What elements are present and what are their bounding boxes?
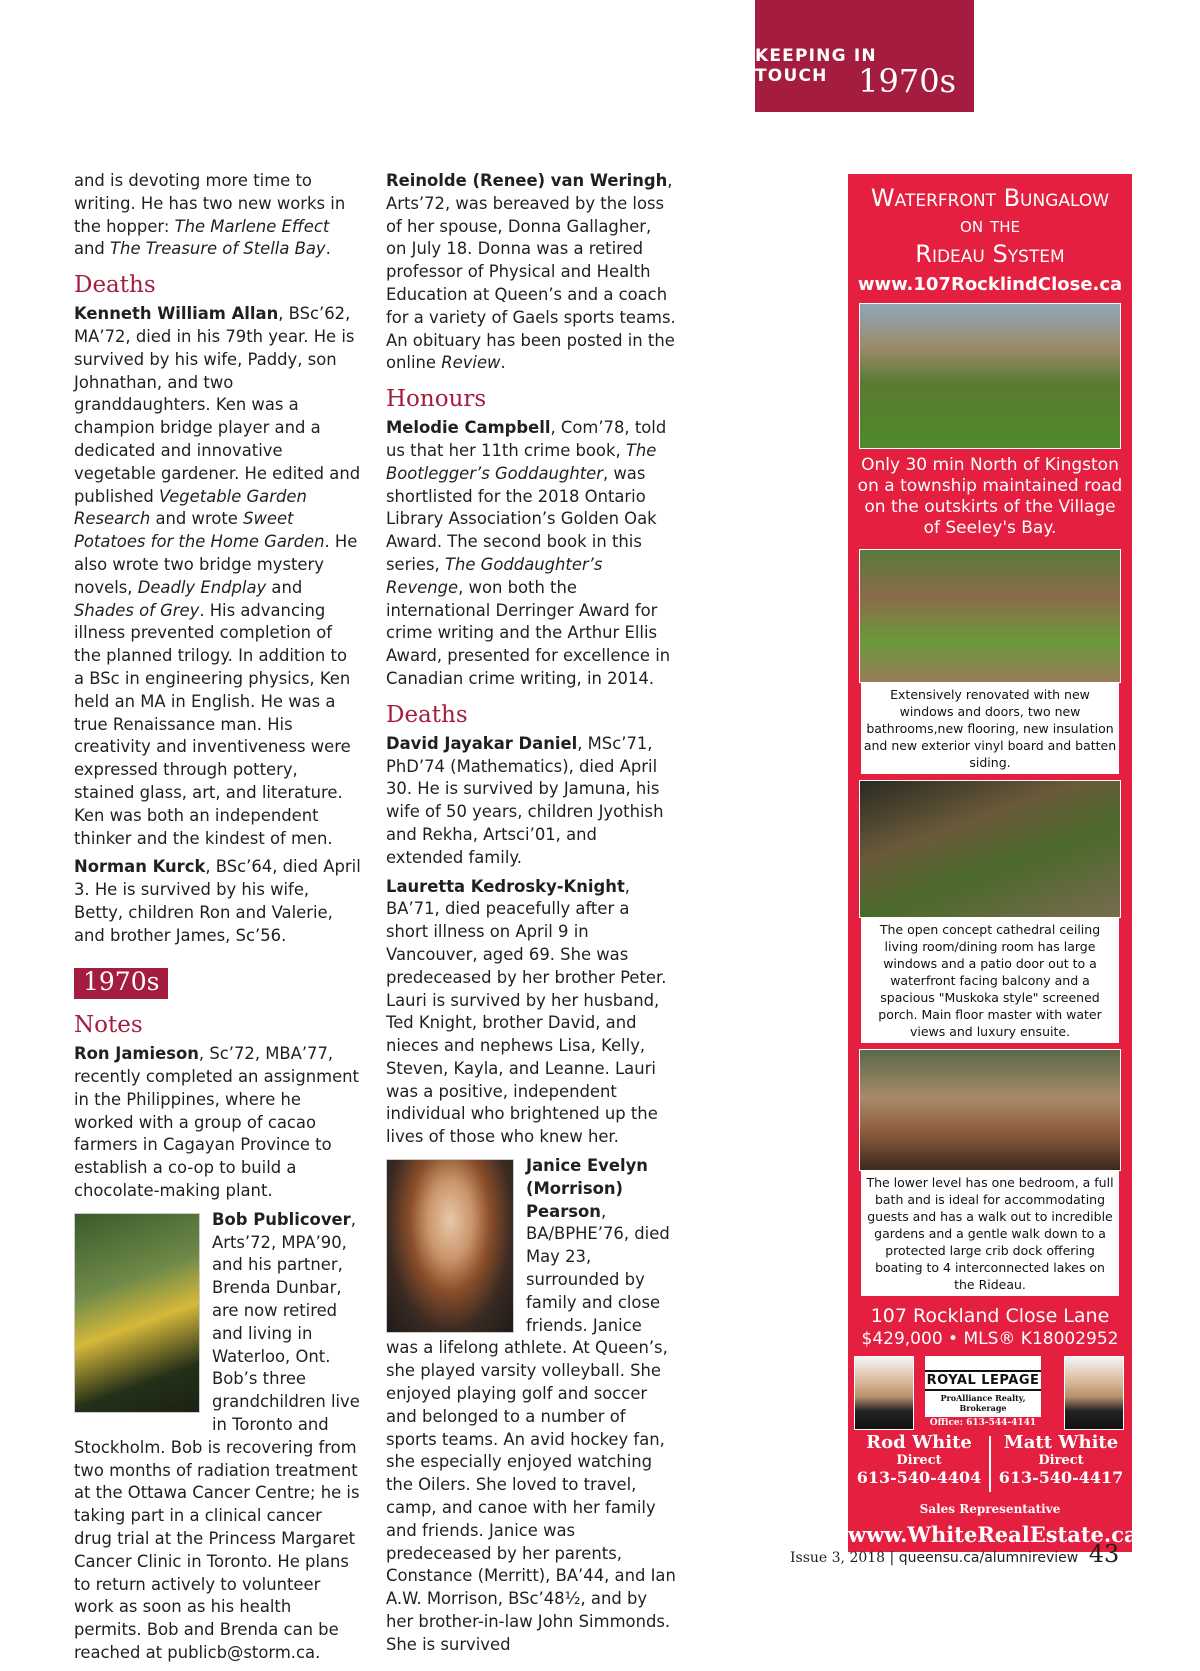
garden-photo <box>859 549 1121 683</box>
decade-badge: 1970s <box>74 968 168 1000</box>
section-header-tab <box>755 0 974 112</box>
house-exterior-photo <box>859 303 1121 449</box>
deaths-heading-2: Deaths <box>386 701 468 728</box>
note-weringh: Reinolde (Renee) van Weringh, Arts’72, was bereaved by the loss of her spouse, Donna Gallagher, on July 18. Donna was a retired professor of Physical and Health Education at Queen’s and a coach for a variety of Gaels sports teams. An obituary has been posted in the online Review. <box>386 171 676 373</box>
living-room-photo <box>859 1049 1121 1171</box>
bob-publicover-photo <box>74 1213 200 1413</box>
agent-matt-photo <box>1064 1356 1124 1430</box>
agents-row <box>848 1356 1132 1432</box>
footer-issue: Issue 3, 2018 <box>790 1550 886 1566</box>
agent-divider <box>989 1436 991 1492</box>
sales-rep-label: Sales Representative <box>919 1502 1061 1516</box>
page-number: 43 <box>1088 1540 1120 1568</box>
ad-address: 107 Rockland Close Lane <box>870 1305 1110 1327</box>
agent-contacts <box>848 1432 1132 1498</box>
real-estate-ad <box>848 174 1138 1552</box>
ad-lead-text: Only 30 min North of Kingston on a township maintained road on the outskirts of the Village of Seeley's Bay. <box>857 455 1123 538</box>
footer-separator: | <box>889 1550 899 1566</box>
deaths-heading: Deaths <box>74 272 156 299</box>
notes-heading: Notes <box>74 1012 143 1039</box>
ad-caption-2: The open concept cathedral ceiling living room/dining room has large windows and a patio door out to a waterfront facing balcony and a spacious "Muskoka style" screened porch. Main floor master with water views and luxury ensuite. <box>861 918 1119 1043</box>
section-decade: 1970s <box>858 62 956 100</box>
ad-caption-1: Extensively renovated with new windows and doors, two new bathrooms,new flooring, new insulation and new exterior vinyl board and batten siding. <box>861 683 1119 774</box>
section-kicker: KEEPING IN TOUCH <box>755 46 877 86</box>
obituary-allan: Kenneth William Allan, BSc’62, MA’72, died in his 79th year. He is survived by his wife, Paddy, son Johnathan, and two granddaughters. Ken was a champion bridge player and a dedicated and innovative vegetable gardener. He edited and published Vegetable Garden Research and wrote Sweet Potatoes for the Home Garden. He also wrote two bridge mystery novels, Deadly Endplay and Shades of Grey. His advancing illness prevented completion of the planned trilogy. In addition to a BSc in engineering physics, Ken held an MA in English. He was a true Renaissance man. His creativity and inventiveness were expressed through pottery, stained glass, art, and literature. Ken was both an independent thinker and the kindest of men. <box>74 304 361 848</box>
ad-url-link[interactable]: www.107RocklindClose.ca <box>857 274 1123 295</box>
note-jamieson: Ron Jamieson, Sc’72, MBA’77, recently completed an assignment in the Philippines, where he worked with a group of cacao farmers in Cagayan Province to establish a co-op to build a chocolate-making plant. <box>74 1044 359 1201</box>
obituary-daniel: David Jayakar Daniel, MSc’71, PhD’74 (Mathematics), died April 30. He is survived by Jamuna, his wife of 50 years, children Jyothish and Rekha, Artsci’01, and extended family. <box>386 733 664 867</box>
honour-campbell: Melodie Campbell, Com’78, told us that her 11th crime book, The Bootlegger’s Goddaughter, was shortlisted for the 2018 Ontario Library Association’s Golden Oak Award. The second book in this series, The Goddaughter’s Revenge, won both the international Derringer Award for crime writing and the Arthur Ellis Award, presented for excellence in Canadian crime writing, in 2014. <box>386 418 671 688</box>
agent-rod-photo <box>854 1356 914 1430</box>
obituary-knight: Lauretta Kedrosky-Knight, BA’71, died peacefully after a short illness on April 9 in Vancouver, aged 69. She was predeceased by her brother Peter. Lauri is survived by her husband, Ted Knight, brother David, and nieces and nephews Lisa, Kelly, Steven, Kayla, and Leanne. Lauri was a positive, independent individual who brightened up the lives of those who knew her. <box>386 876 667 1147</box>
footer-site-link[interactable]: queensu.ca/alumnireview <box>898 1550 1079 1566</box>
intro-paragraph: and is devoting more time to writing. He has two new works in the hopper: The Marlene Effect and The Treasure of Stella Bay. <box>74 171 346 259</box>
agent-rod-contact: Rod White Direct 613-540-4404 <box>856 1432 982 1487</box>
agent-matt-contact: Matt White Direct 613-540-4417 <box>998 1432 1124 1487</box>
column-1 <box>74 170 362 1671</box>
obituary-kurck: Norman Kurck, BSc’64, died April 3. He is survived by his wife, Betty, children Ron and Valerie, and brother James, Sc’56. <box>74 857 361 945</box>
page-footer <box>790 1540 1130 1568</box>
column-2 <box>386 170 676 1663</box>
agency-website-link[interactable]: www.WhiteRealEstate.ca <box>848 1522 1138 1547</box>
porch-photo <box>859 780 1121 918</box>
obituary-pearson: Janice Evelyn (Morrison) Pearson, BA/BPHE’76, died May 23, surrounded by family and close friends. Janice was a lifelong athlete. At Queen’s, she played varsity volleyball. She enjoyed playing golf and soccer and belonged to a number of sports teams. An avid hockey fan, she especially enjoyed watching the Oilers. She loved to travel, camp, and canoe with her family and friends. Janice was predeceased by her parents, Constance (Merritt), BA’44, and Ian A.W. Morrison, BSc’48½, and by her brother-in-law John Simmonds. She is survived <box>386 1156 676 1654</box>
ad-price: $429,000 • MLS® K18002952 <box>861 1329 1119 1349</box>
ad-caption-3: The lower level has one bedroom, a full bath and is ideal for accommodating guests and has a walk out to incredible gardens and a gentle walk down to a protected large crib dock offering boating to 4 interconnected lakes on the Rideau. <box>861 1171 1119 1296</box>
ad-title: Waterfront Bungalow on the Rideau System <box>870 184 1110 268</box>
royal-lepage-logo: ROYAL LEPAGE ProAlliance Realty, Brokerage Office: 613-544-4141 <box>925 1356 1041 1426</box>
janice-pearson-photo <box>386 1159 514 1333</box>
honours-heading: Honours <box>386 386 487 413</box>
note-publicover: Bob Publicover, Arts’72, MPA’90, and his partner, Brenda Dunbar, are now retired and living in Waterloo, Ont. Bob’s three grandchildren live in Toronto and Stockholm. Bob is recovering from two months of radiation treatment at the Ottawa Cancer Centre; he is taking part in a clinical cancer drug trial at the Princess Margaret Cancer Clinic in Toronto. He plans to return actively to volunteer work as soon as his health permits. Bob and Brenda can be reached at publicb@storm.ca. <box>74 1209 360 1663</box>
